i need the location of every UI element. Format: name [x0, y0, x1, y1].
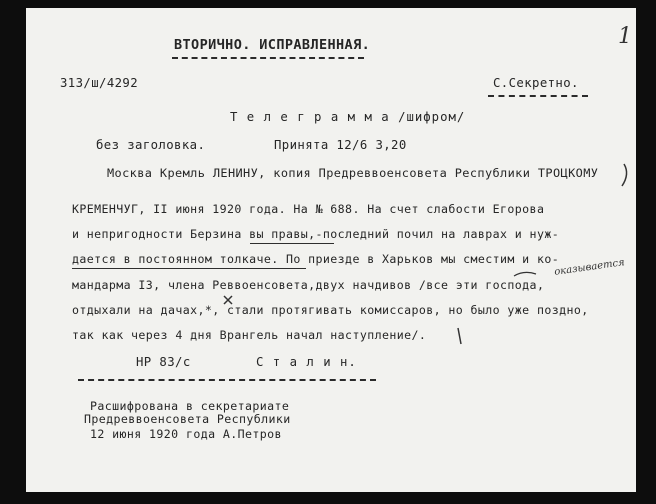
footer-line-3: 12 июня 1920 года А.Петров: [90, 427, 282, 441]
addressee-line: Москва Кремль ЛЕНИНУ, копия Предреввоенсовета Республики ТРОЦКОМУ: [107, 166, 599, 180]
footer-dashed-rule: [78, 379, 376, 381]
body-line-6: так как через 4 дня Врангель начал наступление/.: [72, 328, 427, 342]
slash-mark: [458, 328, 461, 344]
document-page: [26, 8, 636, 492]
body-line-2: и непригодности Берзина вы правы,-последний почил на лаврах и нуж-: [72, 227, 560, 241]
body-line-4: мандарма I3, члена Реввоенсовета,двух начдивов /все эти господа,: [72, 278, 545, 292]
bracket-mark: [622, 164, 627, 186]
telegram-subtitle: без заголовка.: [96, 138, 206, 152]
signature-number: НР 83/с: [136, 355, 191, 369]
signature: С т а л и н.: [256, 355, 357, 369]
body-line-5: отдыхали на дачах,*, стали протягивать комиссаров, но было уже поздно,: [72, 303, 589, 317]
received-stamp: Принята 12/6 3,20: [274, 138, 407, 152]
header-title: ВТОРИЧНО. ИСПРАВЛЕННАЯ.: [174, 37, 371, 53]
insertion-caret: [514, 272, 536, 276]
footer-line-2: Предреввоенсовета Республики: [84, 412, 291, 426]
handwritten-insertion: оказывается: [553, 257, 626, 278]
handwritten-page-number: 1: [618, 24, 632, 49]
classification-stamp: С.Секретно.: [493, 76, 579, 90]
telegram-title: Т е л е г р а м м а /шифром/: [230, 110, 466, 124]
asterisk-mark: [224, 296, 232, 304]
body-line-3: дается в постоянном толкаче. По приезде в Харьков мы сместим и ко-: [72, 252, 560, 266]
registration-number: 313/ш/4292: [60, 76, 139, 90]
body-line-1: КРЕМЕНЧУГ, II июня 1920 года. На № 688. На счет слабости Егорова: [72, 202, 545, 216]
footer-line-1: Расшифрована в секретариате: [90, 399, 290, 413]
